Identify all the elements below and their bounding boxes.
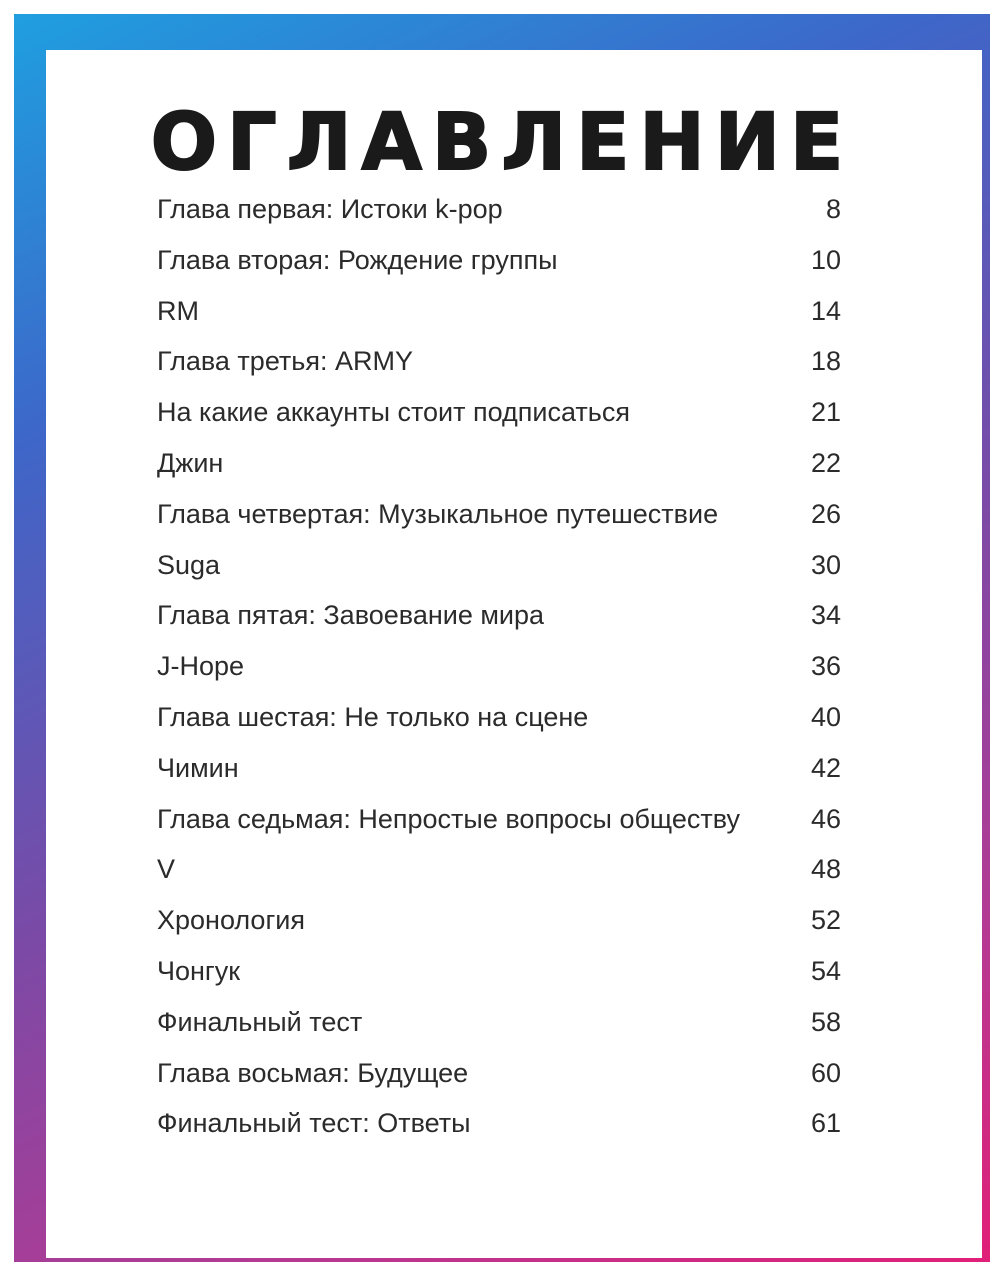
toc-entry[interactable] — [157, 235, 841, 286]
toc-entry-page-number: 26 — [810, 498, 841, 529]
toc-entry[interactable] — [157, 590, 841, 641]
toc-entry-page-number: 18 — [810, 346, 841, 377]
toc-entry-page-number: 48 — [810, 854, 841, 885]
toc-entry-title: Глава восьмая: Будущее — [157, 1057, 469, 1088]
toc-entry-page-number: 52 — [810, 905, 841, 936]
toc-entry-title: Чонгук — [157, 955, 241, 986]
toc-entry-page-number: 46 — [810, 803, 841, 834]
toc-entry-page-number: 21 — [810, 397, 841, 428]
toc-entry[interactable] — [157, 286, 841, 337]
toc-entry[interactable] — [157, 184, 841, 235]
toc-entry-page-number: 54 — [810, 955, 841, 986]
toc-entry-title: Глава пятая: Завоевание мира — [157, 600, 545, 631]
toc-entry[interactable] — [157, 540, 841, 591]
toc-entry-title: Глава вторая: Рождение группы — [157, 244, 558, 275]
toc-entry[interactable] — [157, 1048, 841, 1099]
toc-entry[interactable] — [157, 844, 841, 895]
toc-entry[interactable] — [157, 997, 841, 1048]
toc-entry[interactable] — [157, 641, 841, 692]
toc-entry-title: Глава седьмая: Непростые вопросы обществу — [157, 803, 740, 834]
toc-entry[interactable] — [157, 387, 841, 438]
toc-entry-page-number: 60 — [810, 1057, 841, 1088]
toc-entry-page-number: 22 — [810, 447, 841, 478]
toc-entry-title: Джин — [157, 447, 224, 478]
toc-entry[interactable] — [157, 946, 841, 997]
toc-entry-page-number: 61 — [810, 1108, 841, 1139]
toc-entry-page-number: 42 — [810, 752, 841, 783]
table-of-contents — [157, 184, 841, 1149]
toc-entry-title: На какие аккаунты стоит подписаться — [157, 397, 630, 428]
toc-entry-title: V — [157, 854, 176, 885]
toc-entry[interactable] — [157, 895, 841, 946]
toc-entry[interactable] — [157, 336, 841, 387]
toc-entry-page-number: 34 — [810, 600, 841, 631]
toc-entry[interactable] — [157, 489, 841, 540]
toc-entry-title: Глава четвертая: Музыкальное путешествие — [157, 498, 719, 529]
toc-entry-title: Хронология — [157, 905, 305, 936]
toc-entry-page-number: 58 — [810, 1006, 841, 1037]
toc-entry-title: Глава шестая: Не только на сцене — [157, 701, 589, 732]
toc-entry[interactable] — [157, 743, 841, 794]
toc-entry-title: Глава третья: ARMY — [157, 346, 413, 377]
toc-entry-page-number: 30 — [810, 549, 841, 580]
toc-entry[interactable] — [157, 692, 841, 743]
toc-entry-page-number: 14 — [810, 295, 841, 326]
toc-entry-title: Suga — [157, 549, 221, 580]
toc-entry[interactable] — [157, 1098, 841, 1149]
toc-entry[interactable] — [157, 438, 841, 489]
toc-entry-page-number: 10 — [810, 244, 841, 275]
toc-entry[interactable] — [157, 794, 841, 845]
toc-entry-title: Финальный тест — [157, 1006, 363, 1037]
toc-entry-title: J-Hope — [157, 651, 245, 682]
page-title: ОГЛАВЛЕНИЕ — [150, 98, 854, 189]
toc-entry-title: Глава первая: Истоки k-pop — [157, 194, 503, 224]
toc-entry-title: RM — [157, 295, 199, 326]
toc-entry-title: Чимин — [157, 752, 239, 783]
toc-entry-page-number: 8 — [825, 194, 841, 224]
toc-entry-page-number: 40 — [810, 701, 841, 732]
toc-entry-title: Финальный тест: Ответы — [157, 1108, 471, 1139]
toc-entry-page-number: 36 — [810, 651, 841, 682]
